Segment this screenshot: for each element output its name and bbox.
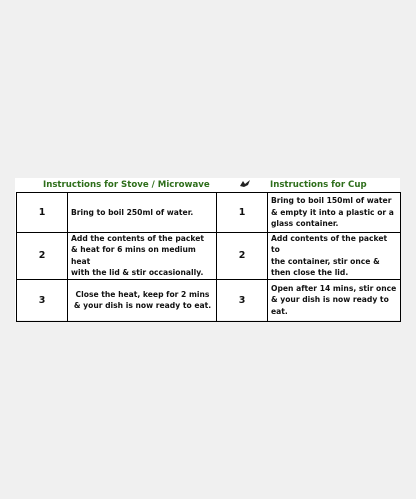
cup-step-number: 2	[217, 233, 268, 280]
cup-step-text	[268, 279, 401, 321]
cup-heading: Instructions for Cup	[270, 180, 367, 190]
cup-step-number: 1	[217, 193, 268, 233]
step-text-line: & your dish is now ready to eat.	[271, 295, 389, 316]
step-text-line: the container, stir once &	[271, 256, 380, 266]
step-text-line: then close the lid.	[271, 268, 349, 278]
cup-step-number: 3	[217, 279, 268, 321]
step-text-line: & your dish is now ready to eat.	[73, 301, 212, 311]
stove-step-number: 1	[17, 193, 68, 233]
cup-step-text	[268, 233, 401, 280]
stove-step-text	[68, 233, 217, 280]
table-row	[17, 193, 401, 233]
step-text-line: Add contents of the packet to	[271, 234, 388, 255]
step-text-line: & empty it into a plastic or a	[271, 207, 394, 217]
step-text-line: Open after 14 mins, stir once	[271, 284, 397, 294]
step-text-line: Bring to boil 250ml of water.	[71, 207, 194, 217]
step-text-line: glass container.	[271, 219, 339, 229]
step-text-line: Add the contents of the packet	[71, 234, 205, 243]
step-text-line: Bring to boil 150ml of water	[271, 196, 392, 206]
cup-step-text	[268, 193, 401, 233]
brush-stroke-logo-icon	[239, 179, 251, 188]
stove-step-number: 3	[17, 279, 68, 321]
table-row	[17, 279, 401, 321]
step-text-line: with the lid & stir occasionally.	[71, 268, 204, 278]
table-row	[17, 233, 401, 280]
stove-step-text	[68, 279, 217, 321]
step-text-line: & heat for 6 mins on medium heat	[71, 245, 196, 266]
stove-step-number: 2	[17, 233, 68, 280]
stove-step-text	[68, 193, 217, 233]
stove-microwave-heading: Instructions for Stove / Microwave	[43, 180, 210, 190]
instructions-card	[15, 178, 400, 320]
step-text-line: Close the heat, keep for 2 mins	[75, 289, 210, 299]
instructions-table	[16, 192, 401, 322]
